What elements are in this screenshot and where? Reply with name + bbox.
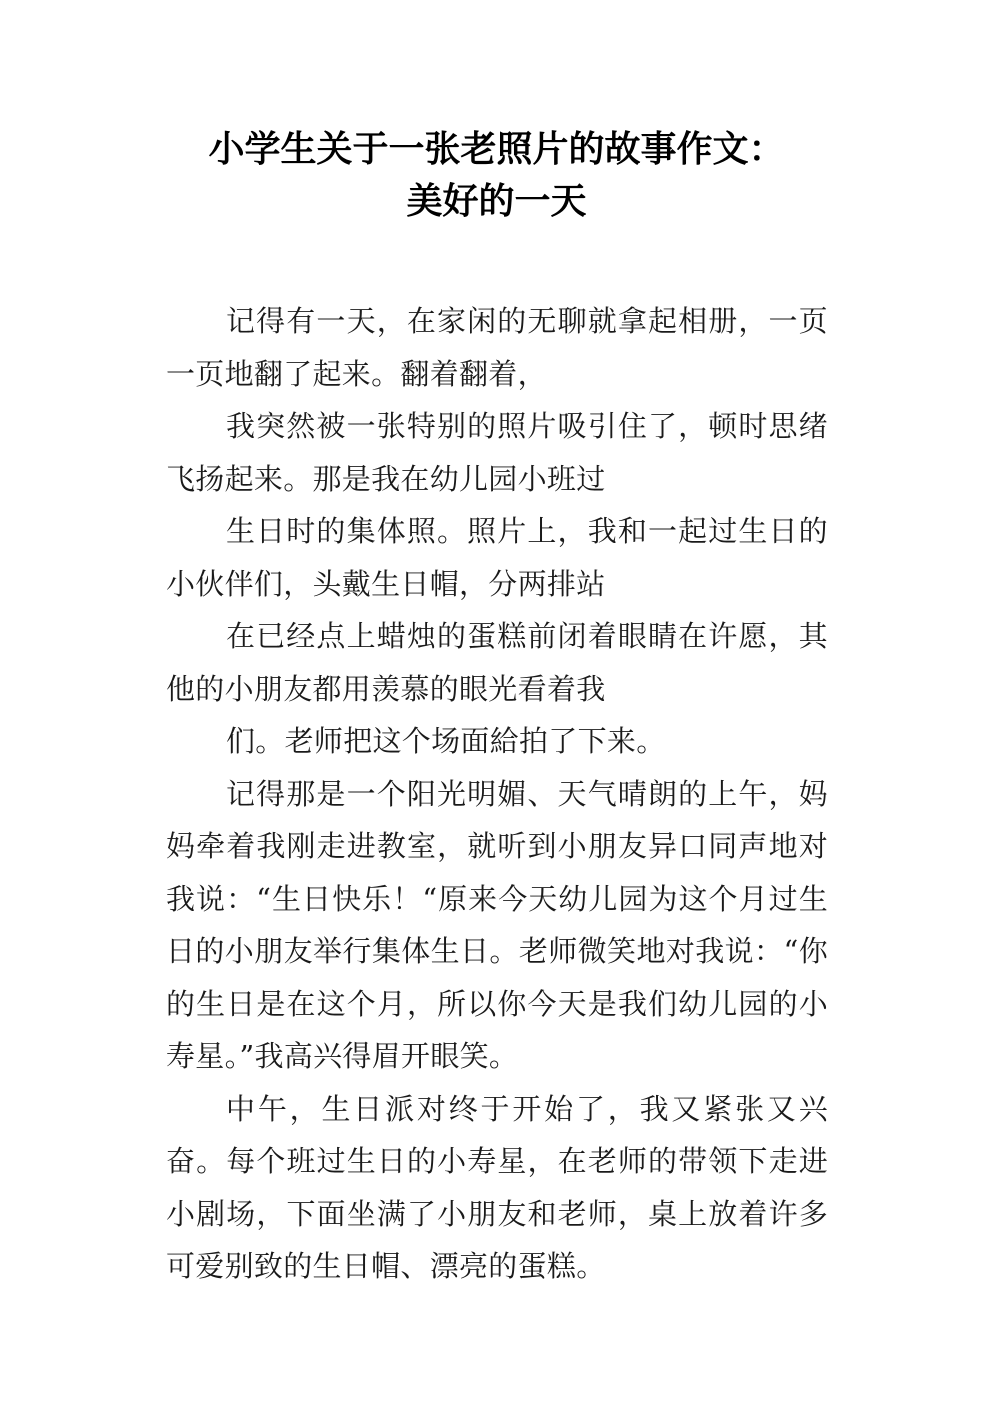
paragraph: 中午，生日派对终于开始了，我又紧张又兴奋。每个班过生日的小寿星，在老师的带领下走进小剧场，下面坐满了小朋友和老师，桌上放着许多可爱别致的生日帽、漂亮的蛋糕。 [166, 1091, 828, 1283]
paragraph: 在已经点上蜡烛的蛋糕前闭着眼睛在许愿，其他的小朋友都用羡慕的眼光看着我 [166, 619, 828, 706]
paragraph: 们。老师把这个场面給拍了下来。 [226, 724, 666, 758]
paragraph: 记得那是一个阳光明媚、天气晴朗的上午，妈妈牵着我刚走进教室，就听到小朋友异口同声地对我说：“生日快乐！“原来今天幼儿园为这个月过生日的小朋友举行集体生日。老师微笑地对我说：“你的生日是在这个月，所以你今天是我们幼儿园的小寿星。”我高兴得眉开眼笑。 [166, 776, 828, 1073]
title-line-2: 美好的一天 [406, 181, 587, 222]
paragraph: 记得有一天，在家闲的无聊就拿起相册，一页一页地翻了起来。翻着翻着， [166, 304, 828, 391]
document-body [166, 295, 828, 1293]
title-line-1: 小学生关于一张老照片的故事作文： [208, 129, 785, 170]
document-title [0, 124, 993, 228]
paragraph: 我突然被一张特别的照片吸引住了，顿时思绪飞扬起来。那是我在幼儿园小班过 [166, 409, 828, 496]
paragraph: 生日时的集体照。照片上，我和一起过生日的小伙伴们，头戴生日帽，分两排站 [166, 514, 828, 601]
